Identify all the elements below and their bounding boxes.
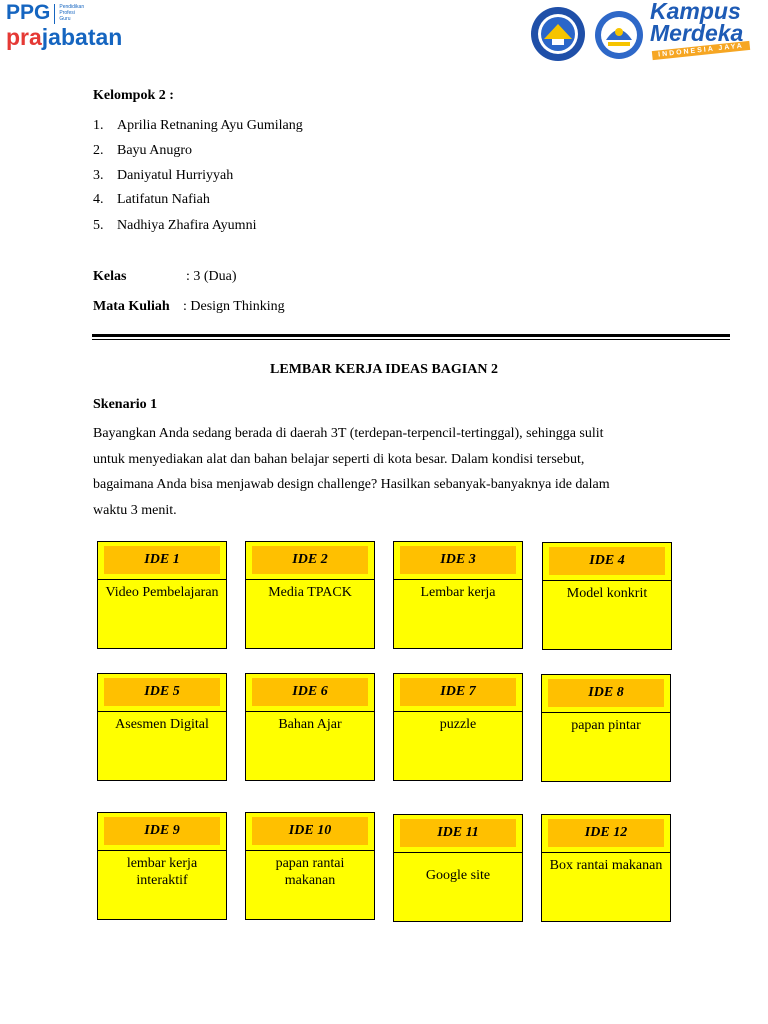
- ppg-subtitle-line: Profesi: [59, 10, 75, 16]
- idea-card-header-area: [542, 675, 670, 713]
- idea-card: [541, 674, 671, 782]
- mata-kuliah-value: : Design Thinking: [183, 299, 285, 314]
- idea-card-header-area: [394, 674, 522, 712]
- scenario-line: Bayangkan Anda sedang berada di daerah 3T (terdepan-terpencil-tertinggal), sehingga sulit: [93, 426, 604, 441]
- idea-card: [97, 812, 227, 920]
- idea-card: [542, 542, 672, 650]
- tut-wuri-handayani-icon: [594, 10, 644, 60]
- scenario-line: bagaimana Anda bisa menjawab design challenge? Hasilkan sebanyak-banyaknya ide dalam: [93, 477, 610, 492]
- university-seal-icon: [530, 6, 586, 62]
- idea-card-label: IDE 8: [548, 679, 664, 707]
- idea-card-text: papan rantai makanan: [275, 856, 345, 888]
- scenario-description: [93, 421, 703, 523]
- idea-card-label: IDE 9: [104, 817, 220, 845]
- merdeka-logo-text: Merdeka: [650, 20, 744, 46]
- kampus-merdeka-logo: [650, 0, 743, 44]
- divider-thick: [92, 334, 730, 337]
- idea-card-text: lembar kerja interaktif: [126, 856, 198, 888]
- idea-card: [393, 673, 523, 781]
- ppg-subtitle-line: Pendidikan: [59, 4, 85, 10]
- idea-card-text: Google site: [425, 868, 491, 883]
- member-name: Bayu Anugro: [117, 143, 193, 158]
- idea-card-text: Video Pembelajaran: [105, 585, 219, 600]
- scenario-line: untuk menyediakan alat dan bahan belajar seperti di kota besar. Dalam kondisi tersebut,: [93, 451, 585, 467]
- idea-card-header-area: [246, 542, 374, 580]
- member-name: Latifatun Nafiah: [117, 192, 210, 207]
- ppg-logo-text: PPG: [6, 1, 51, 24]
- idea-card-header-area: [98, 674, 226, 712]
- idea-card: [393, 541, 523, 649]
- idea-card-text: puzzle: [439, 717, 477, 732]
- idea-card-label: IDE 4: [549, 547, 665, 575]
- mata-kuliah-label: Mata Kuliah: [93, 299, 170, 314]
- idea-card-label: IDE 3: [400, 546, 516, 574]
- idea-card-header-area: [543, 543, 671, 581]
- idea-card-header-area: [246, 813, 374, 851]
- idea-card-text: Box rantai makanan: [549, 858, 663, 873]
- idea-card-label: IDE 1: [104, 546, 220, 574]
- idea-card-text: Model konkrit: [566, 586, 648, 601]
- member-number: 4.: [93, 192, 104, 207]
- idea-card: [245, 812, 375, 920]
- idea-card: [245, 541, 375, 649]
- divider-thin: [92, 339, 730, 340]
- prajabatan-logo-part: pra: [6, 24, 42, 50]
- ppg-logo-subtitle: [59, 4, 84, 22]
- ppg-logo-divider: [54, 4, 55, 24]
- scenario-title: Skenario 1: [93, 397, 158, 412]
- idea-card-label: IDE 7: [400, 678, 516, 706]
- idea-card-text: Lembar kerja: [420, 585, 496, 600]
- idea-card-label: IDE 12: [548, 819, 664, 847]
- idea-card-header-area: [394, 815, 522, 853]
- member-name: Daniyatul Hurriyyah: [117, 168, 234, 183]
- prajabatan-logo: [6, 24, 122, 50]
- idea-card: [97, 673, 227, 781]
- idea-card-header-area: [246, 674, 374, 712]
- prajabatan-logo-part: jabatan: [41, 24, 123, 50]
- idea-card: [245, 673, 375, 781]
- idea-card-text: Bahan Ajar: [278, 717, 342, 732]
- idea-card-label: IDE 11: [400, 819, 516, 847]
- ppg-logo: [6, 2, 84, 24]
- idea-card-label: IDE 6: [252, 678, 368, 706]
- idea-card-text: Asesmen Digital: [115, 717, 209, 732]
- member-name: Nadhiya Zhafira Ayumni: [117, 218, 257, 233]
- indonesia-jaya-banner: INDONESIA JAYA: [652, 41, 750, 60]
- member-number: 5.: [93, 218, 104, 233]
- idea-card-header-area: [394, 542, 522, 580]
- idea-card-label: IDE 10: [252, 817, 368, 845]
- idea-card-label: IDE 2: [252, 546, 368, 574]
- kelas-label: Kelas: [93, 269, 127, 284]
- kampus-logo-text: Kampus: [650, 0, 741, 24]
- idea-card-header-area: [98, 542, 226, 580]
- idea-card-header-area: [98, 813, 226, 851]
- member-number: 3.: [93, 168, 104, 183]
- idea-card: [97, 541, 227, 649]
- member-name: Aprilia Retnaning Ayu Gumilang: [117, 118, 303, 133]
- worksheet-title: LEMBAR KERJA IDEAS BAGIAN 2: [270, 362, 498, 377]
- member-number: 1.: [93, 118, 104, 133]
- scenario-line: waktu 3 menit.: [93, 502, 177, 518]
- ppg-subtitle-line: Guru: [59, 16, 71, 22]
- member-number: 2.: [93, 143, 104, 158]
- idea-card-label: IDE 5: [104, 678, 220, 706]
- kelas-value: : 3 (Dua): [186, 269, 237, 284]
- idea-card: [541, 814, 671, 922]
- idea-card: [393, 814, 523, 922]
- group-title: Kelompok 2 :: [93, 88, 174, 103]
- idea-card-text: Media TPACK: [268, 585, 352, 600]
- idea-card-header-area: [542, 815, 670, 853]
- idea-card-text: papan pintar: [571, 718, 641, 733]
